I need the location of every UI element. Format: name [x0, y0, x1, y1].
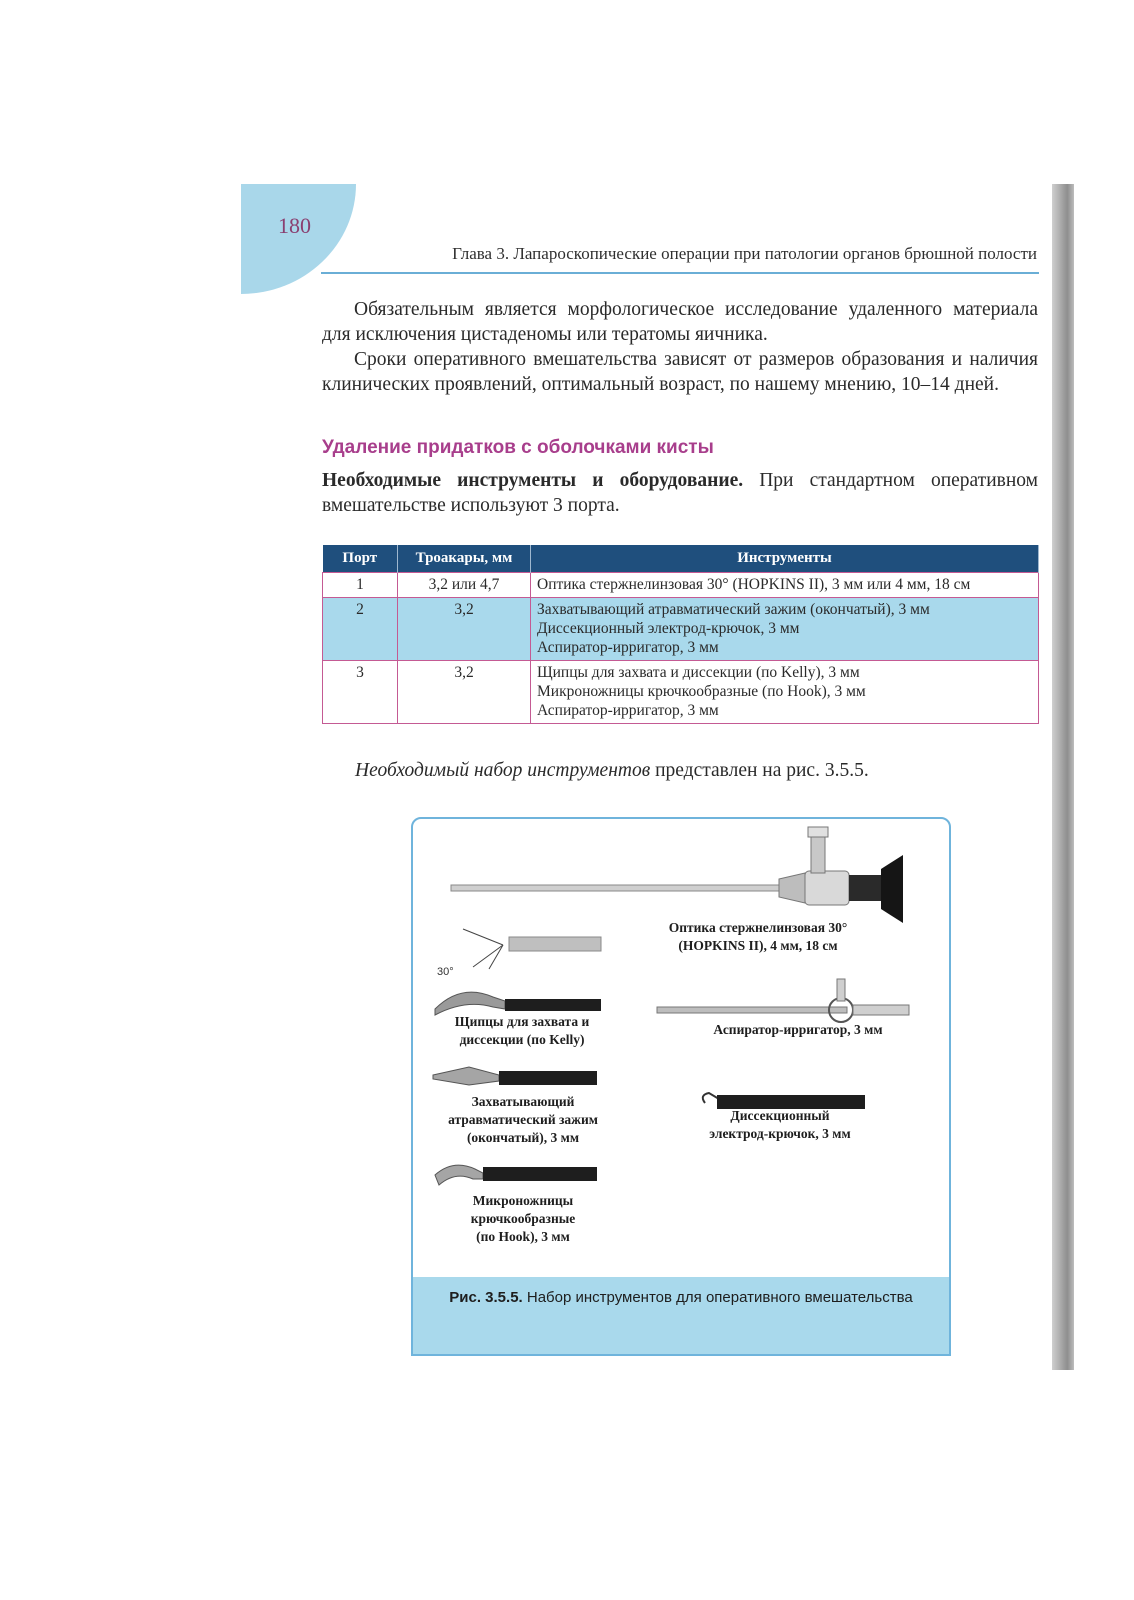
caption-aspirator: [683, 1021, 913, 1039]
figure-reference-italic: Необходимый набор инструментов: [355, 760, 651, 781]
caption-line: (HOPKINS II), 4 мм, 18 см: [678, 938, 838, 953]
equipment-lead: Необходимые инструменты и оборудование.: [322, 470, 744, 491]
caption-line: (окончатый), 3 мм: [466, 1130, 580, 1145]
page-number: 180: [278, 213, 311, 238]
caption-scissors: [433, 1192, 613, 1246]
cell-port: 1: [323, 573, 398, 598]
caption-line: Оптика стержнелинзовая 30°: [668, 920, 848, 935]
header-rule: [321, 272, 1039, 274]
grasper-icon: [433, 1067, 597, 1085]
caption-line: Микроножницы: [472, 1193, 574, 1208]
cell-tools: [531, 661, 1039, 724]
figure-caption: [413, 1277, 949, 1354]
paragraph-2: [322, 348, 1038, 397]
cell-trocar: 3,2: [398, 598, 531, 661]
caption-electrode: [685, 1107, 875, 1143]
paragraph-1-text: Обязательным является морфологическое исследование удаленного материала для исключения цистаденомы или тератомы яичника.: [322, 299, 1038, 345]
caption-grasper: [423, 1093, 623, 1147]
caption-line: электрод-крючок, 3 мм: [709, 1126, 851, 1141]
col-header-tools: Инструменты: [531, 545, 1039, 573]
tool-line: Захватывающий атравматический зажим (окончатый), 3 мм: [537, 601, 930, 618]
paragraph-2-text: Сроки оперативного вмешательства зависят от размеров образования и наличия клинических проявлений, оптимальный возраст, по нашему мнению, 10–14 дней.: [322, 349, 1038, 395]
figure-caption-text: Набор инструментов для оперативного вмешательства: [522, 1289, 913, 1306]
figure-caption-label: Рис. 3.5.5.: [449, 1289, 523, 1306]
scissors-icon: [435, 1165, 597, 1185]
optic-tip-icon: [463, 929, 601, 969]
caption-line: Щипцы для захвата и: [454, 1014, 590, 1029]
section-title: Удаление придатков с оболочками кисты: [322, 437, 714, 458]
tool-line: Диссекционный электрод-крючок, 3 мм: [537, 620, 800, 637]
caption-line: диссекции (по Kelly): [459, 1032, 585, 1047]
ports-table: [322, 545, 1039, 724]
equipment-text: При стандартном оперативном вмешательстве используют 3 порта.: [322, 470, 1038, 516]
laparoscope-icon: [451, 827, 903, 923]
col-header-port: Порт: [323, 545, 398, 573]
cell-trocar: 3,2 или 4,7: [398, 573, 531, 598]
caption-optics: [643, 919, 873, 955]
caption-line: (по Hook), 3 мм: [476, 1229, 570, 1244]
table-row: [323, 598, 1039, 661]
caption-line: Диссекционный: [730, 1108, 830, 1123]
table-row: [323, 661, 1039, 724]
angle-label: 30°: [437, 966, 454, 978]
tool-line: Щипцы для захвата и диссекции (по Kelly), 3 мм: [537, 664, 860, 681]
corner-tab: [241, 184, 356, 294]
cell-port: 3: [323, 661, 398, 724]
running-header: Глава 3. Лапароскопические операции при патологии органов брюшной полости: [452, 244, 1037, 263]
cell-trocar: 3,2: [398, 661, 531, 724]
cell-tools: [531, 573, 1039, 598]
cell-port: 2: [323, 598, 398, 661]
col-header-trocar: Троакары, мм: [398, 545, 531, 573]
tool-line: Аспиратор-ирригатор, 3 мм: [537, 639, 719, 656]
table-header-row: [323, 545, 1039, 573]
caption-line: крючкообразные: [470, 1211, 576, 1226]
aspirator-icon: [657, 979, 909, 1022]
caption-line: Аспиратор-ирригатор, 3 мм: [713, 1022, 883, 1037]
figure-reference: [355, 760, 869, 782]
equipment-paragraph: [322, 469, 1038, 518]
tool-line: Аспиратор-ирригатор, 3 мм: [537, 702, 719, 719]
kelly-forceps-icon: [435, 992, 601, 1015]
caption-line: Захватывающий: [471, 1094, 575, 1109]
figure-3-5-5: [411, 817, 951, 1356]
caption-line: атравматический зажим: [448, 1112, 598, 1127]
figure-reference-text: представлен на рис. 3.5.5.: [650, 760, 869, 781]
caption-kelly: [427, 1013, 617, 1049]
table-row: [323, 573, 1039, 598]
paragraph-1: [322, 298, 1038, 347]
cell-tools: [531, 598, 1039, 661]
tool-line: Микроножницы крючкообразные (по Hook), 3 мм: [537, 683, 866, 700]
tool-line: Оптика стержнелинзовая 30° (HOPKINS II), 3 мм или 4 мм, 18 см: [537, 576, 971, 593]
page-edge-shadow: [1052, 184, 1074, 1370]
